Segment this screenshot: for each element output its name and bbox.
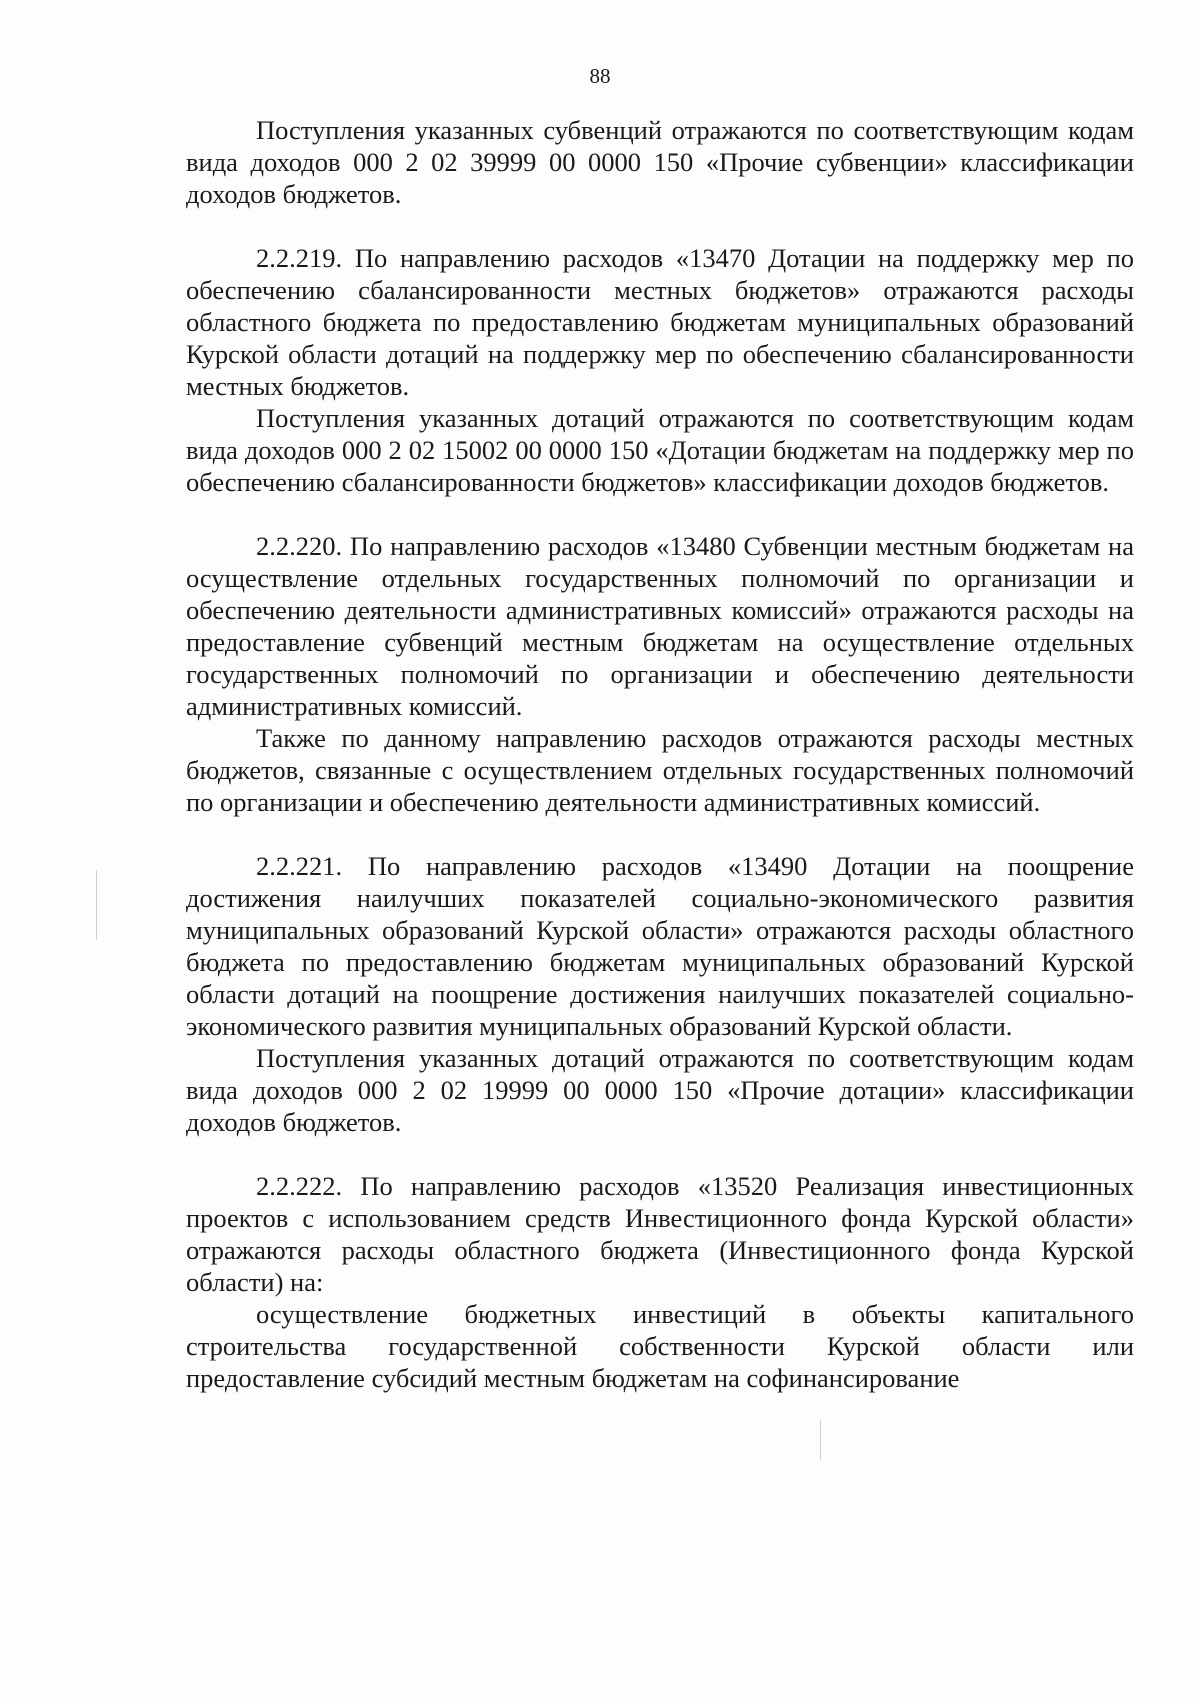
paragraph-2-2-222: 2.2.222. По направлению расходов «13520 Реализация инвестиционных проектов с использованием средств Инвестиционного фонда Курской области» отражаются расходы областного бюджета (Инвестиционного фонда Курской области) на: [186,1171,1134,1297]
paragraph-2-2-220-local: Также по данному направлению расходов отражаются расходы местных бюджетов, связанные с осуществлением отдельных государственных полномочий по организации и обеспечению деятельности административных комиссий. [186,723,1134,817]
scan-artifact [96,870,97,940]
section-gap [186,1138,1134,1170]
paragraph-2-2-219: 2.2.219. По направлению расходов «13470 Дотации на поддержку мер по обеспечению сбалансированности местных бюджетов» отражаются расходы областного бюджета по предоставлению бюджетам муниципальных образований Курской области дотаций на поддержку мер по обеспечению сбалансированности местных бюджетов. [186,243,1134,401]
paragraph-2-2-220: 2.2.220. По направлению расходов «13480 Субвенции местным бюджетам на осуществление отдельных государственных полномочий по организации и обеспечению деятельности административных комиссий» отражаются расходы на предоставление субвенций местным бюджетам на осуществление отдельных государственных полномочий по организации и обеспечению деятельности административных комиссий. [186,531,1134,721]
paragraph-2-2-221: 2.2.221. По направлению расходов «13490 Дотации на поощрение достижения наилучших показателей социально-экономического развития муниципальных образований Курской области» отражаются расходы областного бюджета по предоставлению бюджетам муниципальных образований Курской области дотаций на поощрение достижения наилучших показателей социально-экономического развития муниципальных образований Курской области. [186,851,1134,1041]
scan-artifact [820,1420,821,1460]
section-gap [186,210,1134,242]
paragraph-2-2-222-investments: осуществление бюджетных инвестиций в объекты капитального строительства государственной собственности Курской области или предоставление субсидий местным бюджетам на софинансирование [186,1299,1134,1393]
paragraph-subventions-receipts: Поступления указанных субвенций отражаются по соответствующим кодам вида доходов 000 2 02 39999 00 0000 150 «Прочие субвенции» классификации доходов бюджетов. [186,115,1134,209]
section-gap [186,818,1134,850]
page-number: 88 [589,64,611,88]
paragraph-2-2-219-receipts: Поступления указанных дотаций отражаются по соответствующим кодам вида доходов 000 2 02 15002 00 0000 150 «Дотации бюджетам на поддержку мер по обеспечению сбалансированности бюджетов» классификации доходов бюджетов. [186,403,1134,497]
document-body [186,114,1134,1394]
paragraph-2-2-221-receipts: Поступления указанных дотаций отражаются по соответствующим кодам вида доходов 000 2 02 19999 00 0000 150 «Прочие дотации» классификации доходов бюджетов. [186,1043,1134,1137]
section-gap [186,498,1134,530]
